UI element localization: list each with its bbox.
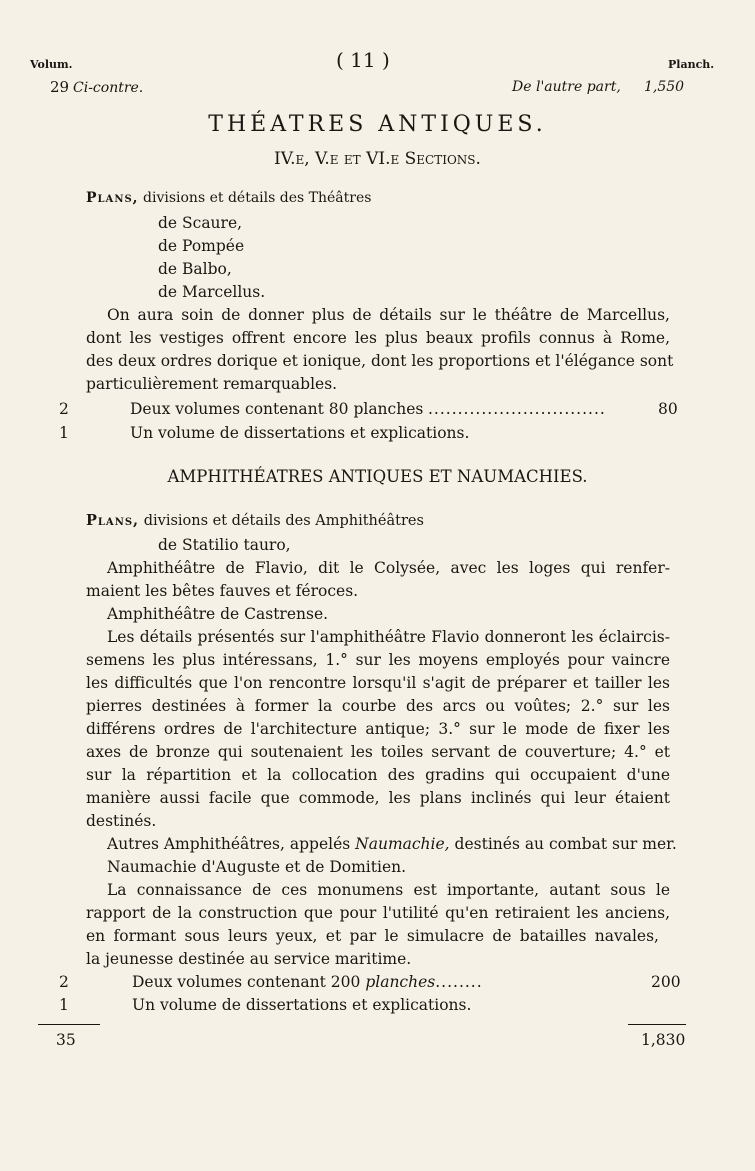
paragraph-line: particulièrement remarquables. xyxy=(86,375,338,393)
body-line: en formant sous leurs yeux, et par le simulacre de batailles navales, xyxy=(86,927,659,945)
theatre-item: de Pompée xyxy=(158,237,245,255)
body-line: différens ordres de l'architecture antique; 3.° sur le mode de fixer les xyxy=(86,720,670,738)
volume-entry xyxy=(132,973,483,991)
leader-dots: .............................. xyxy=(428,400,606,418)
volume-text: Deux volumes contenant 80 planches xyxy=(130,400,424,418)
paragraph-line: des deux ordres dorique et ionique, dont les proportions et l'élégance sont xyxy=(86,352,674,370)
naumachie-prefix: Autres Amphithéâtres, appelés xyxy=(107,835,351,853)
volume-count: 1 xyxy=(59,424,69,442)
body-line: semens les plus intéressans, 1.° sur les moyens employés pour vaincre xyxy=(86,651,670,669)
page-number: ( 11 ) xyxy=(336,48,390,72)
paragraph-line: On aura soin de donner plus de détails sur le théâtre de Marcellus, xyxy=(107,306,670,324)
volume-text-italic: planches xyxy=(365,973,436,991)
volume-text: Un volume de dissertations et explications. xyxy=(130,424,470,442)
paragraph-line: dont les vestiges offrent encore les plus beaux profils connus à Rome, xyxy=(86,329,670,347)
carry-volume-number: 29 xyxy=(50,78,70,96)
volume-column-label: Volum. xyxy=(30,58,73,71)
body-line: Les détails présentés sur l'amphithéâtre Flavio donneront les éclaircis- xyxy=(107,628,670,646)
body-line: La connaissance de ces monumens est importante, autant sous le xyxy=(107,881,670,899)
plans-label: Plans, xyxy=(86,190,139,206)
body-line: Amphithéâtre de Castrense. xyxy=(107,605,329,623)
total-volumes: 35 xyxy=(56,1031,76,1049)
carry-right-text: De l'autre part, xyxy=(512,79,621,95)
body-line: rapport de la construction que pour l'utilité qu'en retiraient les anciens, xyxy=(86,904,670,922)
plates-count: 200 xyxy=(651,973,681,991)
volume-count: 2 xyxy=(59,973,69,991)
section-subtitle: IV.e, V.e et VI.e Sections. xyxy=(274,149,481,169)
theatre-item: de Balbo, xyxy=(158,260,232,278)
body-line: pierres destinées à former la courbe des arcs ou voûtes; 2.° sur les xyxy=(86,697,670,715)
plans-label: Plans, xyxy=(86,512,140,529)
body-line: destinés. xyxy=(86,812,157,830)
plates-column-label: Planch. xyxy=(668,58,715,71)
body-line: la jeunesse destinée au service maritime. xyxy=(86,950,412,968)
body-line: Amphithéâtre de Flavio, dit le Colysée, avec les loges qui renfer- xyxy=(107,559,670,577)
volume-text: Deux volumes contenant 200 xyxy=(132,973,361,991)
carry-plates-number: 1,550 xyxy=(644,79,685,95)
total-rule-right xyxy=(628,1024,686,1025)
section-title-theatres: THÉATRES ANTIQUES. xyxy=(208,112,547,137)
amphitheatre-item: de Statilio tauro, xyxy=(158,536,291,554)
volume-count: 2 xyxy=(59,400,69,418)
naumachie-suffix: destinés au combat sur mer. xyxy=(454,835,677,853)
body-line: les difficultés que l'on rencontre lorsqu'il s'agit de préparer et tailler les xyxy=(86,674,670,692)
leader-dots: ........ xyxy=(435,973,483,991)
body-line: axes de bronze qui soutenaient les toiles servant de couverture; 4.° et xyxy=(86,743,670,761)
body-line: sur la répartition et la collocation des gradins qui occupaient d'une xyxy=(86,766,670,784)
volume-count: 1 xyxy=(59,996,69,1014)
naumachie-word: Naumachie, xyxy=(355,835,450,853)
total-plates: 1,830 xyxy=(641,1031,686,1049)
body-line: manière aussi facile que commode, les plans inclinés qui leur étaient xyxy=(86,789,670,807)
body-line: Naumachie d'Auguste et de Domitien. xyxy=(107,858,407,876)
section-title-amphitheatres: AMPHITHÉATRES ANTIQUES ET NAUMACHIES. xyxy=(167,467,588,486)
naumachie-line xyxy=(107,835,677,853)
carry-left-text: Ci-contre. xyxy=(73,80,144,96)
theatre-item: de Marcellus. xyxy=(158,283,266,301)
volume-text: Un volume de dissertations et explications. xyxy=(132,996,472,1014)
plates-count: 80 xyxy=(658,400,678,418)
total-rule-left xyxy=(38,1024,100,1025)
theatre-item: de Scaure, xyxy=(158,214,243,232)
plans-text: divisions et détails des Théâtres xyxy=(143,190,372,206)
plans-text: divisions et détails des Amphithéâtres xyxy=(143,513,424,529)
body-line: maient les bêtes fauves et féroces. xyxy=(86,582,359,600)
